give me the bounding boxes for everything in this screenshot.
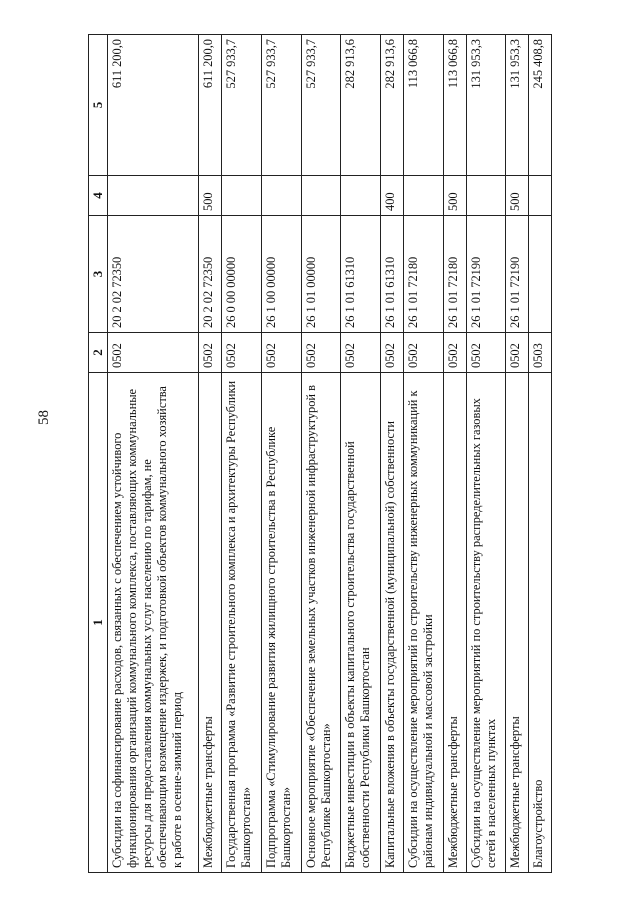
row-type xyxy=(529,176,552,216)
row-type xyxy=(107,176,198,216)
row-type xyxy=(261,176,301,216)
row-type xyxy=(341,176,381,216)
row-type xyxy=(301,176,341,216)
table-header-row xyxy=(89,35,108,873)
row-amount: 282 913,6 xyxy=(341,35,381,176)
table-row xyxy=(221,35,261,873)
row-type xyxy=(221,176,261,216)
row-name: Капитальные вложения в объекты государственной (муниципальной) собственности xyxy=(381,373,404,873)
table-row xyxy=(301,35,341,873)
row-amount: 282 913,6 xyxy=(381,35,404,176)
table-row xyxy=(529,35,552,873)
header-col-4: 4 xyxy=(89,176,108,216)
header-col-2: 2 xyxy=(89,333,108,373)
row-code: 26 1 01 61310 xyxy=(341,216,381,333)
row-section: 0502 xyxy=(506,333,529,373)
row-type: 400 xyxy=(381,176,404,216)
row-code: 26 1 01 00000 xyxy=(301,216,341,333)
row-section: 0502 xyxy=(199,333,222,373)
row-type: 500 xyxy=(443,176,466,216)
row-amount: 527 933,7 xyxy=(301,35,341,176)
row-amount: 611 200,0 xyxy=(107,35,198,176)
row-type: 500 xyxy=(506,176,529,216)
row-name: Основное мероприятие «Обеспечение земельных участков инженерной инфраструктурой в Республике Башкортостан» xyxy=(301,373,341,873)
row-name: Субсидии на осуществление мероприятий по строительству распределительных газовых сетей в населенных пунктах xyxy=(466,373,506,873)
row-name: Благоустройство xyxy=(529,373,552,873)
header-col-3: 3 xyxy=(89,216,108,333)
row-amount: 131 953,3 xyxy=(506,35,529,176)
row-amount: 611 200,0 xyxy=(199,35,222,176)
row-code: 20 2 02 72350 xyxy=(199,216,222,333)
row-code: 26 1 01 61310 xyxy=(381,216,404,333)
row-section: 0502 xyxy=(261,333,301,373)
table-row xyxy=(466,35,506,873)
row-name: Государственная программа «Развитие строительного комплекса и архитектуры Республики Башкортостан» xyxy=(221,373,261,873)
row-name: Межбюджетные трансферты xyxy=(443,373,466,873)
row-name: Субсидии на софинансирование расходов, связанных с обеспечением устойчивого функционирования организаций коммунального комплекса, поставляющих коммунальные ресурсы для предоставления коммунальных услуг населению по тарифам, не обеспечивающим возмещение издержек, и подготовкой объектов коммунального хозяйства к работе в осенне-зимний период xyxy=(107,373,198,873)
row-code: 26 0 00 00000 xyxy=(221,216,261,333)
row-type: 500 xyxy=(199,176,222,216)
row-code: 26 1 01 72180 xyxy=(443,216,466,333)
budget-table xyxy=(88,34,552,873)
table-row xyxy=(381,35,404,873)
row-name: Бюджетные инвестиции в объекты капитального строительства государственной собственности Республики Башкортостан xyxy=(341,373,381,873)
row-name: Подпрограмма «Стимулирование развития жилищного строительства в Республике Башкортостан» xyxy=(261,373,301,873)
row-amount: 245 408,8 xyxy=(529,35,552,176)
row-amount: 527 933,7 xyxy=(261,35,301,176)
table-row xyxy=(403,35,443,873)
row-code: 26 1 01 72190 xyxy=(506,216,529,333)
row-section: 0503 xyxy=(529,333,552,373)
row-amount: 113 066,8 xyxy=(403,35,443,176)
header-col-5: 5 xyxy=(89,35,108,176)
row-amount: 527 933,7 xyxy=(221,35,261,176)
row-code: 26 1 01 72190 xyxy=(466,216,506,333)
table-row xyxy=(341,35,381,873)
row-code: 20 2 02 72350 xyxy=(107,216,198,333)
row-section: 0502 xyxy=(221,333,261,373)
row-code xyxy=(529,216,552,333)
row-type xyxy=(403,176,443,216)
table-row xyxy=(506,35,529,873)
page-number: 58 xyxy=(36,410,52,425)
table-row xyxy=(107,35,198,873)
table-row xyxy=(199,35,222,873)
rotated-page-content xyxy=(88,35,552,873)
row-amount: 113 066,8 xyxy=(443,35,466,176)
row-code: 26 1 00 00000 xyxy=(261,216,301,333)
table-row xyxy=(443,35,466,873)
row-section: 0502 xyxy=(403,333,443,373)
row-name: Межбюджетные трансферты xyxy=(199,373,222,873)
row-type xyxy=(466,176,506,216)
row-code: 26 1 01 72180 xyxy=(403,216,443,333)
header-col-1: 1 xyxy=(89,373,108,873)
row-section: 0502 xyxy=(341,333,381,373)
row-amount: 131 953,3 xyxy=(466,35,506,176)
row-section: 0502 xyxy=(107,333,198,373)
row-section: 0502 xyxy=(466,333,506,373)
row-section: 0502 xyxy=(301,333,341,373)
row-name: Межбюджетные трансферты xyxy=(506,373,529,873)
row-name: Субсидии на осуществление мероприятий по строительству инженерных коммуникаций к районам индивидуальной и массовой застройки xyxy=(403,373,443,873)
row-section: 0502 xyxy=(443,333,466,373)
row-section: 0502 xyxy=(381,333,404,373)
table-row xyxy=(261,35,301,873)
